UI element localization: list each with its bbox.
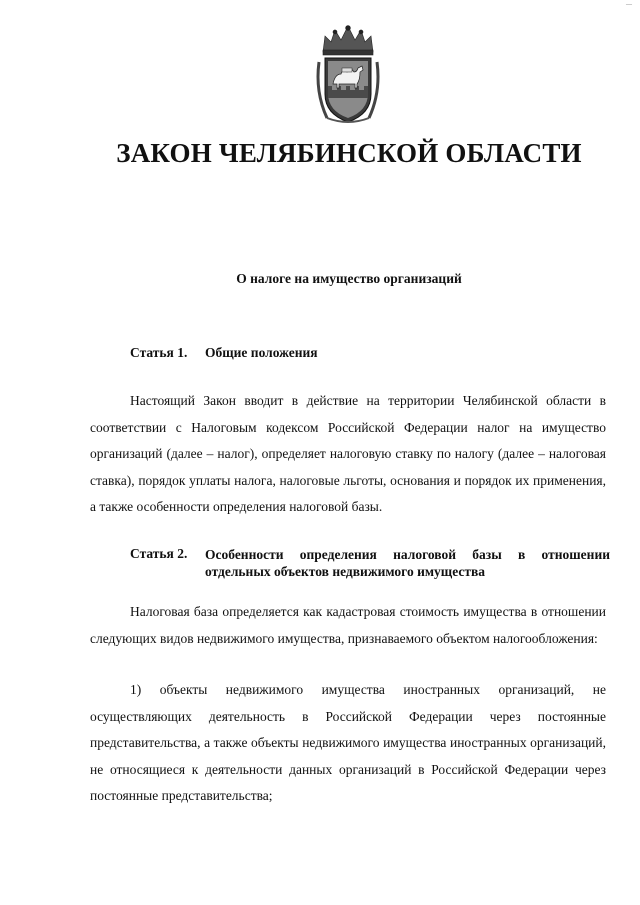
article-2-number: Статья 2. xyxy=(130,546,188,561)
article-1-text: Настоящий Закон вводит в действие на территории Челябинской области в соответствии с Налоговым кодексом Российской Федерации налог на имущество организаций (далее – налог), определяет налоговую ставку по налогу (далее – налоговая ставка), порядок уплаты налога, налоговые льготы, основания и порядок их применения, а также особенности определения налоговой базы. xyxy=(90,393,606,514)
article-1-name: Общие положения xyxy=(205,345,318,360)
coat-of-arms-icon xyxy=(313,22,383,126)
article-1-number: Статья 1. xyxy=(130,345,188,360)
article-2-item-1: 1) объекты недвижимого имущества иностранных организаций, не осуществляющих деятельность в Российской Федерации через постоянные представительства, а также объекты недвижимого имущества иностранных организаций, не относящиеся к деятельности данных организаций в Российской Федерации через постоянные представительства; xyxy=(90,682,606,803)
article-1-heading xyxy=(130,345,610,361)
article-2-heading xyxy=(130,546,610,580)
article-2-intro: Налоговая база определяется как кадастровая стоимость имущества в отношении следующих видов недвижимого имущества, признаваемого объектом налогообложения: xyxy=(90,604,606,646)
corner-mark: — xyxy=(626,2,632,8)
law-subject: О налоге на имущество организаций xyxy=(236,271,462,286)
article-2-name: Особенности определения налоговой базы в отношении отдельных объектов недвижимого имущества xyxy=(205,547,610,579)
law-title: ЗАКОН ЧЕЛЯБИНСКОЙ ОБЛАСТИ xyxy=(116,138,582,168)
